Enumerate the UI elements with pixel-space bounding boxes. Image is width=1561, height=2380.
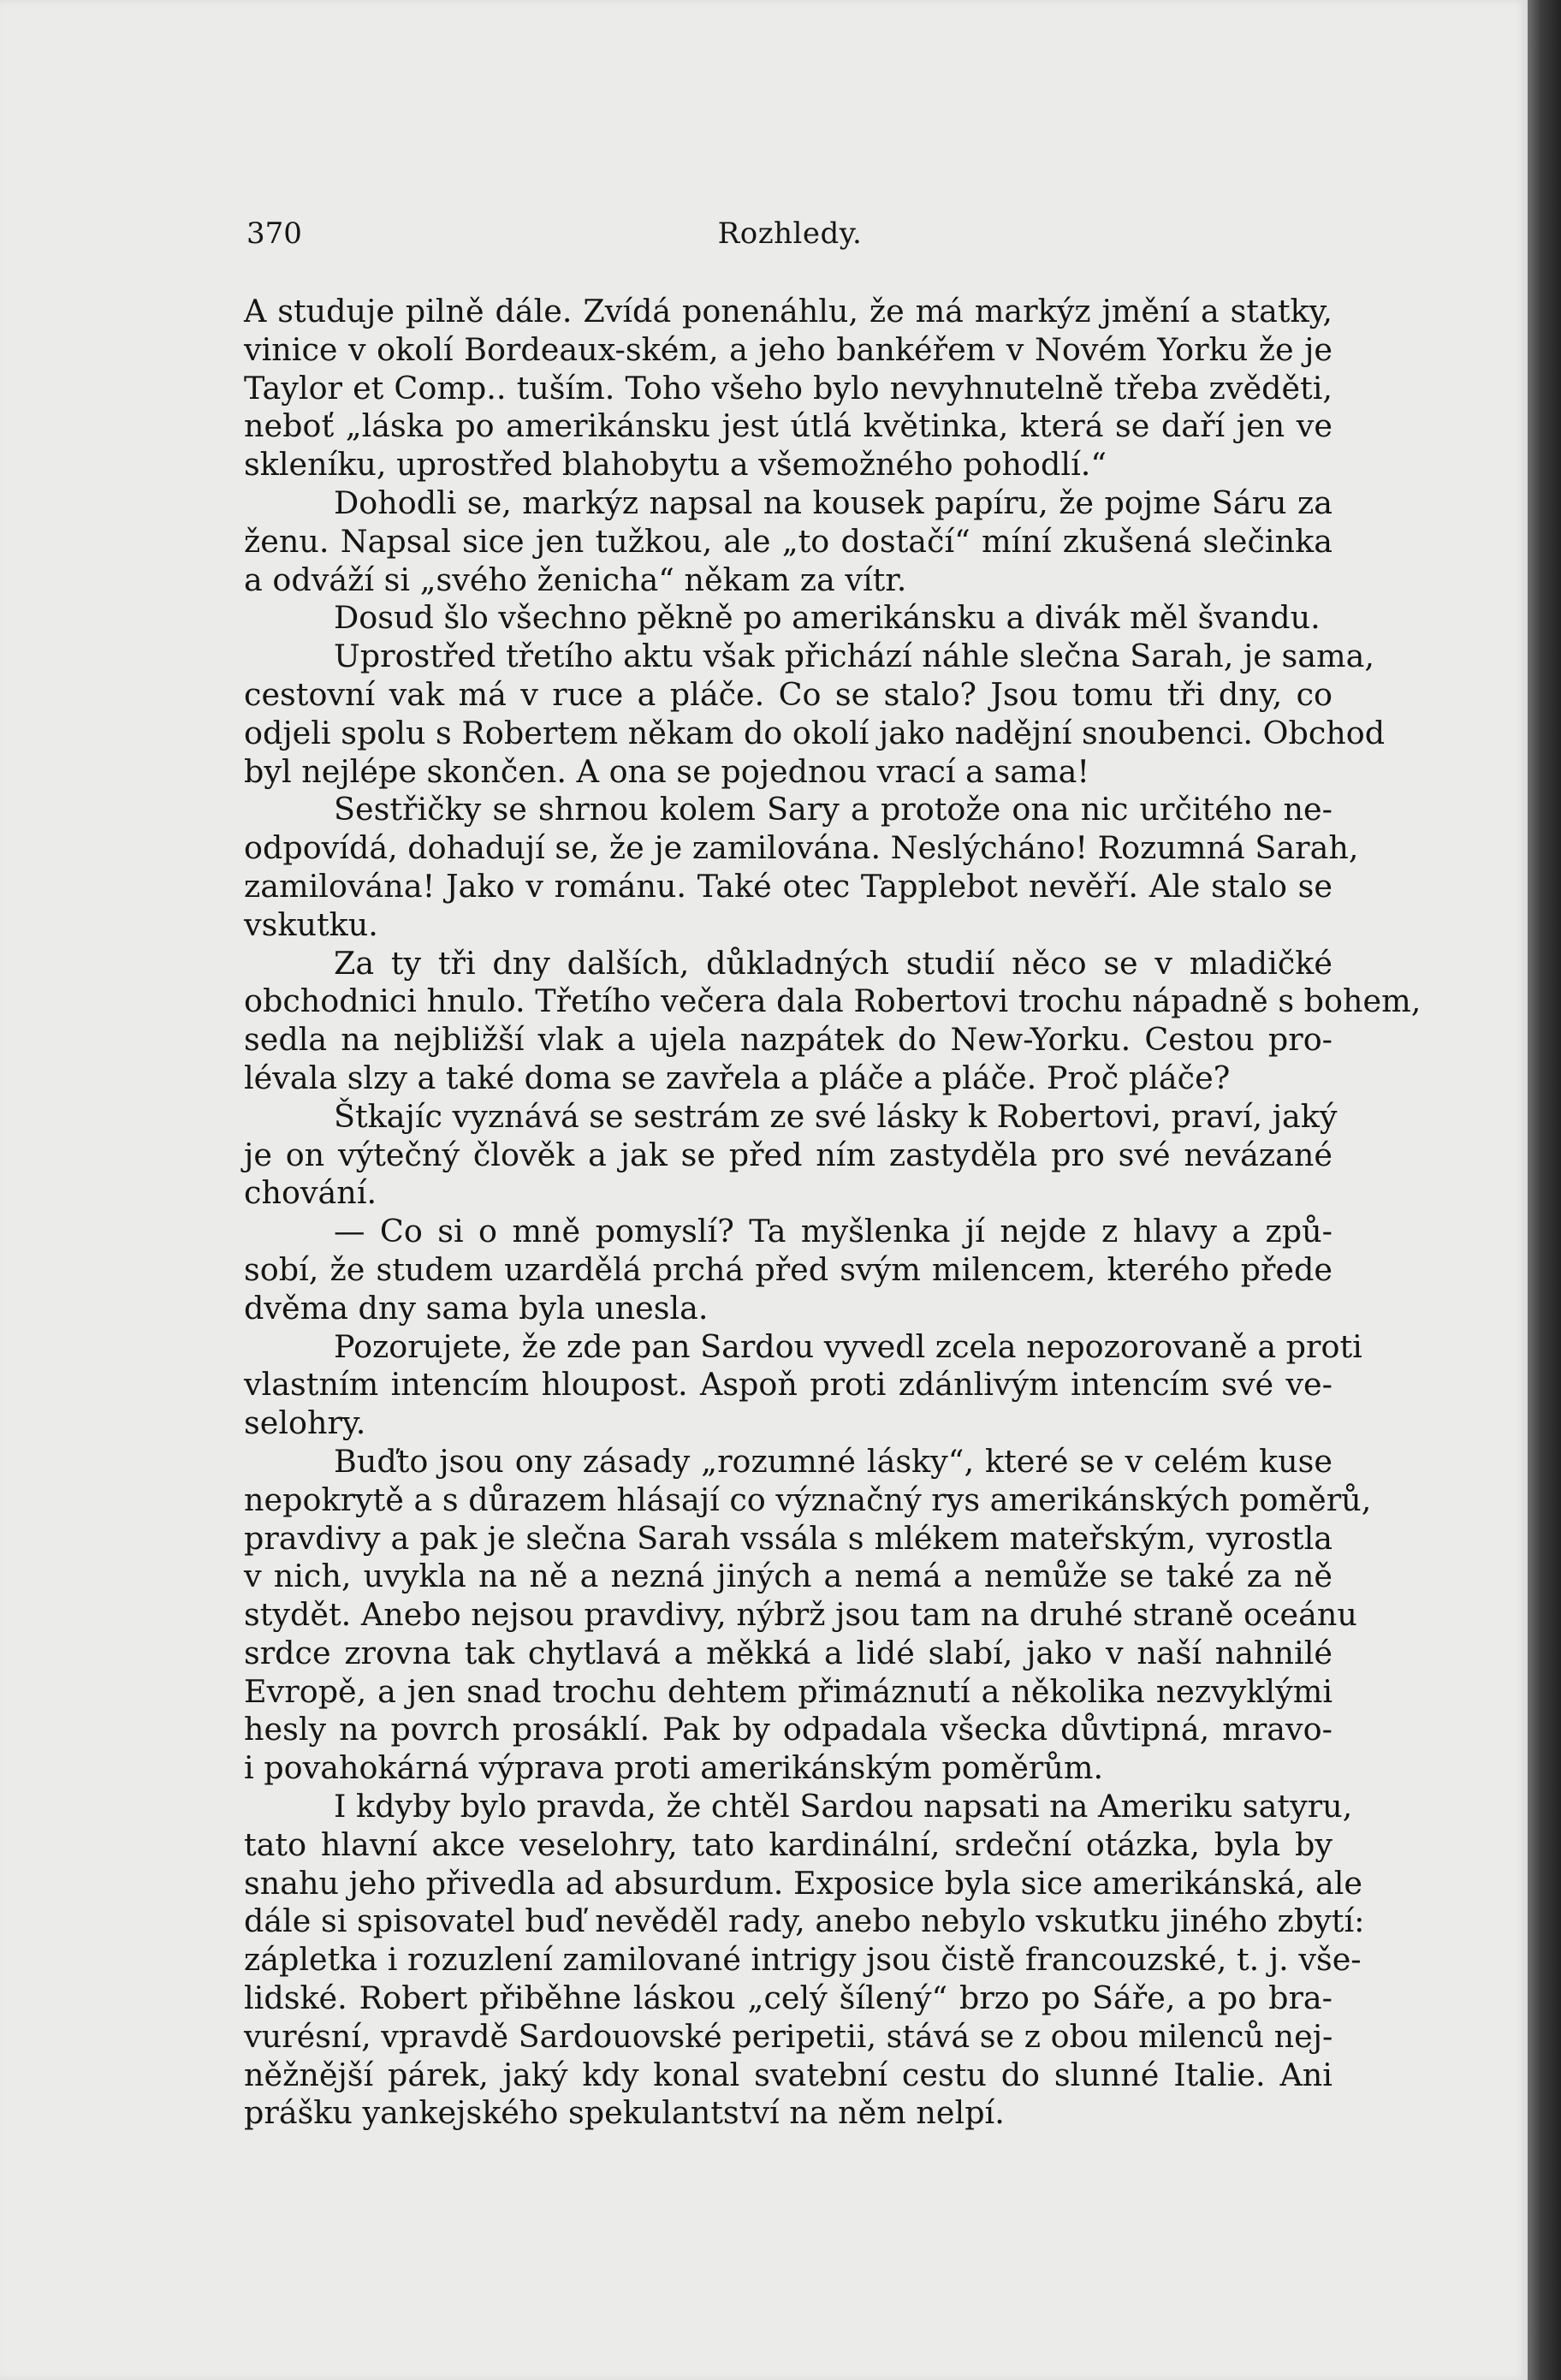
text-line: něžnější párek, jaký kdy konal svatební cestu do slunné Italie. Ani <box>244 2056 1332 2093</box>
text-line: cestovní vak má v ruce a pláče. Co se stalo? Jsou tomu tři dny, co <box>244 675 1332 713</box>
text-line: vlastním intencím hloupost. Aspoň proti zdánlivým intencím své ve- <box>244 1366 1332 1404</box>
text-line: Za ty tři dny dalších, důkladných studií něco se v mladičké <box>334 944 1332 982</box>
running-title: Rozhledy. <box>717 217 863 251</box>
text-line: selohry. <box>244 1404 366 1442</box>
text-line: lidské. Robert přiběhne láskou „celý šílený“ brzo po Sáře, a po bra- <box>244 1979 1332 2017</box>
text-line: je on výtečný člověk a jak se před ním zastyděla pro své nevázané <box>244 1136 1332 1173</box>
text-line: Pozorujete, že zde pan Sardou vyvedl zcela nepozorovaně a proti <box>334 1327 1362 1365</box>
paragraph-2 <box>244 484 1332 599</box>
text-line: dvěma dny sama byla unesla. <box>244 1289 709 1327</box>
text-line: sedla na nejbližší vlak a ujela nazpátek do New-Yorku. Cestou pro- <box>244 1021 1332 1059</box>
paragraph-11 <box>244 1788 1365 2133</box>
text-line: lévala slzy a také doma se zavřela a pláče a pláče. Proč pláče? <box>244 1059 1231 1096</box>
text-line: Štkajíc vyznává se sestrám ze své lásky k Robertovi, praví, jaký <box>334 1097 1338 1135</box>
text-line: byl nejlépe skončen. A ona se pojednou vrací a sama! <box>244 752 1090 790</box>
text-line: i povahokárná výprava proti amerikánským poměrům. <box>244 1749 1104 1787</box>
text-line: Dosud šlo všechno pěkně po amerikánsku a divák měl švandu. <box>334 599 1321 637</box>
text-line: odpovídá, dohadují se, že je zamilována. Neslýcháno! Rozumná Sarah, <box>244 829 1359 867</box>
paragraph-4 <box>244 638 1386 791</box>
text-line: odjeli spolu s Robertem někam do okolí jako nadějní snoubenci. Obchod <box>244 714 1386 751</box>
text-line: Buďto jsou ony zásady „rozumné lásky“, které se v celém kuse <box>334 1442 1332 1480</box>
text-line: hesly na povrch prosáklí. Pak by odpadala všecka důvtipná, mravo- <box>244 1711 1332 1748</box>
text-line: vurésní, vpravdě Sardouovské peripetii, stává se z obou milenců nej- <box>244 2017 1333 2055</box>
text-line: Taylor et Comp.. tuším. Toho všeho bylo nevyhnutelně třeba zvěděti, <box>244 369 1332 407</box>
text-line: ženu. Napsal sice jen tužkou, ale „to dostačí“ míní zkušená slečinka <box>244 522 1332 560</box>
text-line: v nich, uvykla na ně a nezná jiných a nemá a nemůže se také za ně <box>244 1558 1332 1595</box>
text-line: Evropě, a jen snad trochu dehtem přimáznutí a několika nezvyklými <box>244 1672 1332 1710</box>
text-line: tato hlavní akce veselohry, tato kardinální, srdeční otázka, byla by <box>244 1825 1332 1863</box>
text-line: stydět. Anebo nejsou pravdivy, nýbrž jsou tam na druhé straně oceánu <box>244 1596 1357 1634</box>
scan-edge-shadow <box>1528 0 1561 2380</box>
text-line: sobí, že studem uzardělá prchá před svým milencem, kterého přede <box>244 1250 1332 1288</box>
text-line: prášku yankejského spekulantství na něm nelpí. <box>244 2094 1005 2132</box>
text-line: Sestřičky se shrnou kolem Sary a protože ona nic určitého ne- <box>334 791 1332 828</box>
text-line: pravdivy a pak je slečna Sarah vssála s mlékem mateřským, vyrostla <box>244 1519 1332 1557</box>
text-line: neboť „láska po amerikánsku jest útlá květinka, která se daří jen ve <box>244 407 1332 445</box>
text-line: — Co si o mně pomyslí? Ta myšlenka jí nejde z hlavy a způ- <box>334 1213 1332 1250</box>
page-number: 370 <box>246 217 302 251</box>
paragraph-3 <box>244 599 1332 638</box>
text-line: Uprostřed třetího aktu však přichází náhle slečna Sarah, je sama, <box>334 638 1374 675</box>
article-text <box>244 293 1422 2133</box>
text-line: snahu jeho přivedla ad absurdum. Exposice byla sice amerikánská, ale <box>244 1864 1362 1902</box>
paragraph-5 <box>244 791 1359 944</box>
paragraph-9 <box>244 1327 1362 1443</box>
paragraph-8 <box>244 1213 1332 1327</box>
text-line: I kdyby bylo pravda, že chtěl Sardou napsati na Ameriku satyru, <box>334 1788 1353 1825</box>
text-line: chování. <box>244 1174 377 1212</box>
text-line: vskutku. <box>244 905 378 943</box>
paragraph-7 <box>244 1097 1338 1213</box>
text-line: srdce zrovna tak chytlavá a měkká a lidé slabí, jako v naší nahnilé <box>244 1634 1332 1671</box>
text-line: vinice v okolí Bordeaux-ském, a jeho bankéřem v Novém Yorku že je <box>244 330 1332 368</box>
text-line: a odváží si „svého ženicha“ někam za vítr. <box>244 561 907 598</box>
paragraph-1 <box>244 293 1332 484</box>
text-line: nepokrytě a s důrazem hlásají co význačný rys amerikánských poměrů, <box>244 1481 1372 1518</box>
paragraph-10 <box>244 1442 1372 1788</box>
text-line: zamilována! Jako v románu. Také otec Tapplebot nevěří. Ale stalo se <box>244 867 1332 905</box>
text-line: Dohodli se, markýz napsal na kousek papíru, že pojme Sáru za <box>334 484 1332 521</box>
page-header <box>246 212 1333 255</box>
text-line: dále si spisovatel buď nevěděl rady, anebo nebylo vskutku jiného zbytí: <box>244 1902 1365 1940</box>
paragraph-6 <box>244 944 1422 1098</box>
text-line: skleníku, uprostřed blahobytu a všemožného pohodlí.“ <box>244 446 1107 484</box>
text-line: A studuje pilně dále. Zvídá ponenáhlu, že má markýz jmění a statky, <box>244 293 1332 329</box>
text-line: zápletka i rozuzlení zamilované intrigy jsou čistě francouzské, t. j. vše- <box>244 1941 1362 1979</box>
text-line: obchodnici hnulo. Třetího večera dala Robertovi trochu nápadně s bohem, <box>244 982 1422 1020</box>
